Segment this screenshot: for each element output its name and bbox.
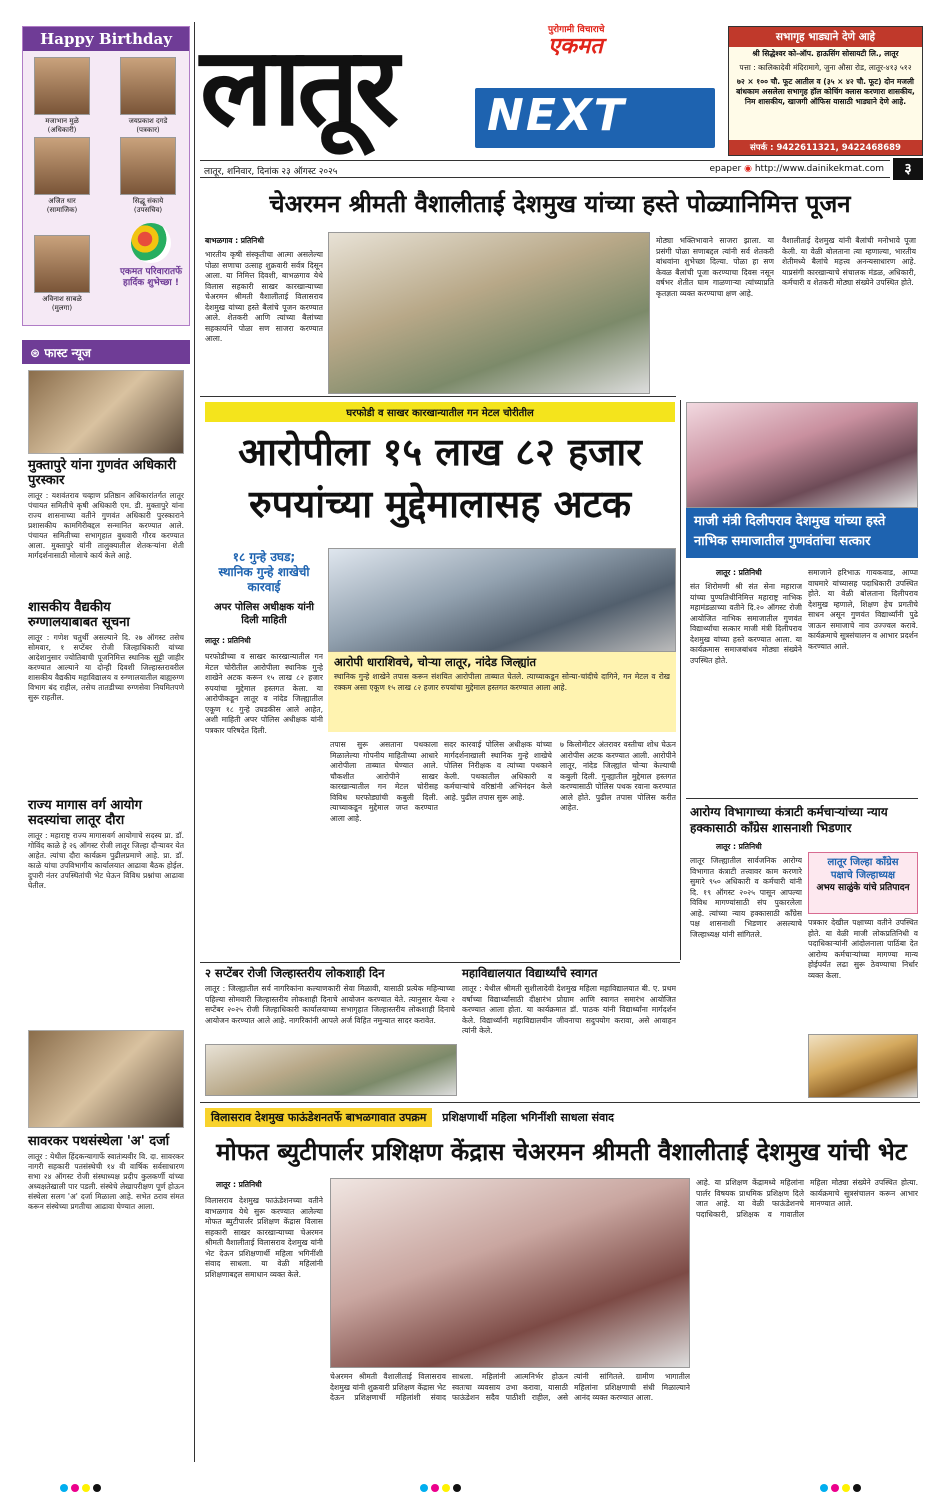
next-logo: NEXT [475,88,715,148]
person-name: जयप्रकाश दगडे [128,117,168,125]
story2-col: घरफोडीच्या व साखर कारखान्यातील गन मेटल चोरीतील आरोपीला स्थानिक गुन्हे शाखेने अटक करून १५ लाख ८२ हजार रुपयांचा मुद्देमाल हस्तगत केला. या आरोपीकडून लातूर व नांदेड जिल्ह्यातील एकूण १८ गुन्हे उघडकीस आले आहेत, अशी माहिती अपर पोलिस अधीक्षक यांनी पत्रकार परिषदेत दिली. [205,652,323,735]
person-photo [34,137,90,195]
person-photo [34,57,90,115]
story2-kicker: घरफोडी व साखर कारखान्यातील गन मेटल चोरीतील [205,402,675,422]
story2-subhead: १८ गुन्हे उघड; स्थानिक गुन्हे शाखेची कारवाई अपर पोलिस अधीक्षक यांनी दिली माहिती [213,550,314,626]
birthday-person [27,235,97,313]
story4-photo [808,1034,918,1098]
fast-news-item [28,458,184,619]
person-role: (उपसचिव) [133,206,163,214]
masthead-tagline: पुरोगामी विचाराचे [548,25,605,35]
ad-box [728,26,923,156]
story7-banner [205,1110,918,1130]
person-name: सिद्धू संकाये [132,197,164,205]
ad-org: श्री सिद्धेश्वर को-ऑप. हाऊसिंग सोसायटी लि., लातूर [752,49,899,58]
fast-news-item [28,1134,184,1452]
person-photo [34,235,90,293]
fast-news-item [28,798,184,1043]
story5-body: लातूर : जिल्ह्यातील सर्व नागरिकांना कल्याणकारी सेवा मिळावी, यासाठी प्रत्येक महिन्याच्या पहिल्या सोमवारी जिल्हास्तरीय लोकशाही दिनाचे आयोजन करण्यात येते. त्यानुसार येत्या २ सप्टेंबर २०२५ रोजी जिल्हाधिकारी कार्यालयाच्या सभागृहात जिल्हास्तरीय लोकशाही दिनाचे आयोजन करण्यात आले आहे. नागरिकांनी आपले अर्ज विहित नमुन्यात सादर करावेत. [205,984,455,1025]
story3-col: संत शिरोमणी श्री संत सेना महाराज यांच्या पुण्यतिथीनिमित्त महाराष्ट्र नाभिक महामंडळाच्या वतीने दि.२० ऑगस्ट रोजी आयोजित नाभिक समाजातील गुणवंत विद्यार्थ्यांचा सत्कार माजी मंत्री दिलीपराव देशमुख यांच्या हस्ते करण्यात आला. या कार्यक्रमास समाजबांधव मोठ्या संख्येने उपस्थित होते. [690,582,802,665]
fast-news-body: लातूर : येथील हिंदकन्यागार्फे स्वातंत्र्यवीर वि. दा. सावरकर नागरी सहकारी पतसंस्थेची १४ वी वार्षिक सर्वसाधारण सभा २४ ऑगस्ट रोजी संस्थाध्यक्ष प्रदीप कुलकर्णी यांच्या अध्यक्षतेखाली पार पडली. संस्थेचे लेखापरीक्षण पूर्ण होऊन संस्थेला सलग 'अ' दर्जा मिळाला आहे. सभेत ठराव संमत करून संस्थेच्या प्रगतीचा आढावा घेण्यात आला. [28,1152,184,1211]
news-photo [28,370,184,454]
story2-photo [328,548,676,652]
chevron-icon: ⊛ [30,346,45,360]
website-link[interactable]: http://www.dainikekmat.com [754,164,884,174]
person-name: अविनाश साबळे [42,295,82,303]
divider [200,1102,920,1103]
story7-banner-right: प्रशिक्षणार्थी महिला भगिनींशी साधला संवाद [442,1111,614,1124]
person-name: अजित धार [48,197,76,205]
fast-news-body: लातूर : यशवंतराव चव्हाण प्रतिष्ठान अधिकारांतर्गत लातूर पंचायत समितीचे कृषी अधिकारी एम. डी. मुक्तापुरे यांना राज्य शासनाच्या वतीने गुणवंत अधिकारी पुरस्काराने प्रशासकीय कामगिरीबद्दल सन्मानित करण्यात आले. पंचायत समितीच्या सभागृहात बुधवारी गौरव करण्यात आला. मुक्तापुरे यांनी तालुक्यातील शेतकऱ्यांना शेती मार्गदर्शनासाठी मोलाचे कार्य केले आहे. [28,491,184,560]
story4-col: लातूर जिल्ह्यातील सार्वजनिक आरोग्य विभागात कंत्राटी तत्त्वावर काम करणारे सुमारे ९५० अधिकारी व कर्मचारी यांनी दि. १९ ऑगस्ट २०२५ पासून आपल्या विविध मागण्यांसाठी संप पुकारलेला आहे. त्यांच्या न्याय हक्कासाठी काँग्रेस पक्ष शासनाशी भिडणार असल्याचे जिल्हाध्यक्ष यांनी सांगितले. [690,856,802,939]
news-photo [28,1030,184,1128]
person-role: (पत्रकार) [136,126,160,134]
fast-news-title: शासकीय वैद्यकीय रुग्णालयाबाबत सूचना [28,600,130,630]
story4-byline: लातूर : प्रतिनिधी [716,842,762,851]
person-role: (अधिकारी) [47,126,77,134]
story6-headline: महाविद्यालयात विद्यार्थ्यांचे स्वागत [462,966,598,980]
story2-col: ७ किलोमीटर अंतरावर वस्तीचा शोध घेऊन आरोपीस अटक करण्यात आली. आरोपीने लातूर, नांदेड जिल्ह्यांत चोऱ्या केल्याची कबुली दिली. गुन्ह्यातील मुद्देमाल हस्तगत करण्यासाठी पोलिस पथक रवाना करण्यात आले होते. पुढील तपास पोलिस करीत आहेत. [560,740,676,812]
story4-headline: आरोग्य विभागाच्या कंत्राटी कर्मचाऱ्यांच्या न्याय हक्कासाठी काँग्रेस शासनाशी भिडणार [690,805,888,835]
story6-body: लातूर : येथील श्रीमती सुशीलादेवी देशमुख महिला महाविद्यालयात बी. ए. प्रथम वर्षाच्या विद्यार्थ्यांसाठी दीक्षारंभ प्रोग्राम आणि स्वागत समारंभ आयोजित करण्यात आला होता. या कार्यक्रमात डॉ. पाठक यांनी विद्यार्थ्यांना मार्गदर्शन केले. विद्यार्थ्यांनी महाविद्यालयीन जीवनाचा सदुपयोग करावा, असे आवाहन त्यांनी केले. [462,984,676,1035]
story7-col: विलासराव देशमुख फाऊंडेशनच्या वतीने बाभळगाव येथे सुरू करण्यात आलेल्या मोफत ब्युटीपार्लर प्रशिक्षण केंद्रास विलास सहकारी साखर कारखान्याच्या चेअरमन श्रीमती वैशालीताई विलासराव देशमुख यांनी भेट देऊन प्रशिक्षणार्थी महिला भगिनींशी संवाद साधला. या वेळी महिलांनी प्रशिक्षणाबद्दल समाधान व्यक्त केले. [205,1196,323,1279]
story7-col: चेअरमन श्रीमती वैशालीताई विलासराव देशमुख यांनी शुक्रवारी प्रशिक्षण केंद्रास भेट देऊन प्रशिक्षणार्थी महिलांशी संवाद साधला. महिलांनी आत्मनिर्भर होऊन स्वतःचा व्यवसाय उभा करावा, यासाठी फाऊंडेशन सदैव पाठीशी राहील, असे त्यांनी सांगितले. ग्रामीण भागातील महिलांना प्रशिक्षणाची संधी मिळाल्याने आनंद व्यक्त करण्यात आला. [330,1372,690,1402]
story2-photo-caption: आरोपी धाराशिवचे, चोऱ्या लातूर, नांदेड जिल्ह्यांत [334,655,537,669]
story1-col: वैशालीताई देशमुख यांनी बैलांची मनोभावे पूजा केली. या वेळी बोलताना त्या म्हणाल्या, भारतीय शेतीमध्ये बैलांचे महत्त्व अनन्यसाधारण आहे. याप्रसंगी कारखान्याचे संचालक मंडळ, अधिकारी, कर्मचारी व शेतकरी मोठ्या संख्येने उपस्थित होते. [782,236,916,287]
fast-news-title: सावरकर पथसंस्थेला 'अ' दर्जा [28,1134,170,1149]
fast-news-item [28,600,184,793]
birthday-box [22,26,190,326]
birthday-person [113,137,183,215]
brand-logo: एकमत [548,33,603,59]
epaper-label: epaper [709,164,742,174]
story1-col: मोठ्या भक्तिभावाने साजरा झाला. या प्रसंगी पोळा सणाबद्दल त्यांनी सर्व शेतकरी बांधवांना शुभेच्छा दिल्या. पोळा हा सण केवळ बैलांची पूजा करण्याचा दिवस नसून वर्षभर शेतीत घाम गाळणाऱ्या त्यांच्याप्रति कृतज्ञता व्यक्त करण्याचा क्षण आहे. [656,236,774,298]
story7-headline: मोफत ब्युटीपार्लर प्रशिक्षण केंद्रास चेअरमन श्रीमती वैशालीताई देशमुख यांची भेट [216,1138,907,1166]
story7-photo [330,1178,690,1368]
ad-address: पत्ता : कालिकादेवी मंदिरामागे, जुना औसा रोड, लातूर-४१३ ५१२ [739,63,912,72]
story2-headline-2: रुपयांच्या मुद्देमालासह अटक [248,482,632,526]
column-divider [680,400,681,960]
person-role: (मुलगा) [51,304,73,312]
birthday-wish: एकमत परिवारातर्फे हार्दिक शुभेच्छा ! [115,223,187,289]
story1-headline: चेअरमन श्रीमती वैशालीताई देशमुख यांच्या हस्ते पोळ्यानिमित्त पूजन [269,190,851,218]
story2-col: सदर कारवाई पोलिस अधीक्षक यांच्या मार्गदर्शनाखाली स्थानिक गुन्हे शाखेचे पोलिस निरीक्षक व त्यांच्या पथकाने केली. पथकातील अधिकारी व कर्मचाऱ्यांचे वरिष्ठांनी अभिनंदन केले आहे. पुढील तपास सुरू आहे. [444,740,552,802]
registration-marks [60,1477,104,1487]
story2-photo-box [328,652,676,732]
story5-headline: २ सप्टेंबर रोजी जिल्हास्तरीय लोकशाही दिन [205,966,385,980]
story4-box: लातूर जिल्हा काँग्रेस पक्षाचे जिल्हाध्यक्ष अभय साळुंके यांचे प्रतिपादन [808,852,918,914]
birthday-person [27,57,97,135]
birthday-header: Happy Birthday [23,27,189,51]
divider [686,798,918,799]
story5-photo [205,1044,457,1096]
column-divider [194,22,195,1462]
person-role: (सामाजिक) [46,206,78,214]
divider [200,962,680,963]
fast-news-header: ⊛ फास्ट न्यूज [22,340,190,364]
divider [200,396,676,397]
story2-photo-text: स्थानिक गुन्हे शाखेने तपास करून संशयित आरोपीला ताब्यात घेतले. त्याच्याकडून सोन्या-चांदीचे दागिने, गन मेटल व रोख रक्कम असा एकूण १५ लाख ८२ हजार रुपयांचा मुद्देमाल हस्तगत करण्यात आला आहे. [334,672,670,692]
date-text: लातूर, शनिवार, दिनांक २३ ऑगस्ट २०२५ [204,167,338,177]
flowers-icon [131,223,171,263]
person-photo [120,137,176,195]
registration-marks [420,1477,464,1487]
story7-byline: लातूर : प्रतिनिधी [216,1180,262,1189]
globe-icon: ◉ [744,164,752,174]
fast-news-title: मुक्तापुरे यांना गुणवंत अधिकारी पुरस्कार [28,458,176,488]
fast-news-body: लातूर : महाराष्ट्र राज्य मागासवर्ग आयोगाचे सदस्य प्रा. डॉ. गोविंद काळे हे २६ ऑगस्ट रोजी लातूर जिल्हा दौऱ्यावर येत आहेत. त्यांचा दौरा कार्यक्रम पुढीलप्रमाणे आहे. प्रा. डॉ. काळे यांचा उपविभागीय कार्यालयात आढावा बैठक होईल. दुपारी नंतर उपस्थितांची भेट घेऊन विविध प्रश्नांचा आढावा घेतील. [28,831,184,890]
story3-byline: लातूर : प्रतिनिधी [716,568,762,577]
birthday-person [27,137,97,215]
story2-byline: लातूर : प्रतिनिधी [205,636,251,645]
story3-photo [686,402,918,508]
registration-marks [820,1477,864,1487]
story1-photo [328,232,650,394]
fast-news-body: लातूर : गणेश चतुर्थी असल्याने दि. २७ ऑगस्ट तसेच सोमवार, १ सप्टेंबर रोजी जिल्हाधिकारी यांच्या आदेशानुसार ज्योतिबाची पूजनिमित्त स्थानिक सुट्टी जाहीर करण्यात आल्याने या दोन्ही दिवशी जिल्हास्तरावरील शासकीय वैद्यकीय महाविद्यालय व रुग्णालयातील बाह्यरुग्ण विभाग बंद राहील, तसेच तातडीच्या रुग्णसेवा नियमितपणे सुरू राहतील. [28,633,184,702]
person-photo [120,57,176,115]
ad-details: ७२ × १०० चौ. फूट आतील व (३५ × ४२ चौ. फूट) दोन मजली बांधकाम असलेला सभागृह हॉल कोचिंग क्लास करणारा शासकीय, निम शासकीय, खाजगी ऑफिस यासाठी भाड्याने देणे आहे. [736,77,915,106]
person-name: मजाभान मुळे [45,117,79,125]
story3-col: समाजाने हरिभाऊ गायकवाड, आप्पा वाघमारे यांच्यासह पदाधिकारी उपस्थित होते. या वेळी बोलताना दिलीपराव देशमुख म्हणाले, शिक्षण हेच प्रगतीचे साधन असून गुणवंत विद्यार्थ्यांनी पुढे जाऊन समाजाचे नाव उज्ज्वल करावे. कार्यक्रमाचे सूत्रसंचालन व आभार प्रदर्शन करण्यात आले. [808,568,918,651]
ad-contact: संपर्क : 9422611321, 9422468689 [729,140,922,155]
story2-col: तपास सुरू असताना पथकाला मिळालेल्या गोपनीय माहितीच्या आधारे आरोपीला ताब्यात घेण्यात आले. चौकशीत आरोपीने साखर कारखान्यातील गन मेटल चोरीसह विविध घरफोड्यांची कबुली दिली. त्याच्याकडून मुद्देमाल जप्त करण्यात आला आहे. [330,740,438,823]
masthead-title: लातूर [200,24,395,150]
story7-col: आहे. या प्रशिक्षण केंद्रामध्ये महिलांना पार्लर विषयक प्राथमिक प्रशिक्षण दिले जात आहे. या वेळी फाऊंडेशनचे पदाधिकारी, प्रशिक्षक व गावातील महिला मोठ्या संख्येने उपस्थित होत्या. कार्यक्रमाचे सूत्रसंचालन करून आभार मानण्यात आले. [696,1178,918,1219]
dateline [200,160,890,178]
story3-caption: माजी मंत्री दिलीपराव देशमुख यांच्या हस्ते नाभिक समाजातील गुणवंतांचा सत्कार [686,508,918,558]
fast-news-title: राज्य मागास वर्ग आयोग सदस्यांचा लातूर दौरा [28,798,142,828]
story4-col: पत्रकार देखील पक्षाच्या वतीने उपस्थित होते. या वेळी माजी लोकप्रतिनिधी व पदाधिकाऱ्यांनी आंदोलनाला पाठिंबा देत आरोग्य कर्मचाऱ्यांच्या मागण्या मान्य होईपर्यंत लढा सुरू ठेवण्याचा निर्धार व्यक्त केला. [808,918,918,980]
birthday-person [113,57,183,135]
story1-byline: बाभळगाव : प्रतिनिधी [205,236,264,245]
ad-header: सभागृह भाड्याने देणे आहे [729,27,922,47]
story2-headline-1: आरोपीला १५ लाख ८२ हजार [238,430,642,474]
page-number: ३ [893,158,923,180]
story7-banner-left: विलासराव देशमुख फाऊंडेशनतर्फे बाभळगावात उपक्रम [205,1108,432,1127]
story1-col: भारतीय कृषी संस्कृतीचा आत्मा असलेल्या पोळा सणाचा उत्साह शुक्रवारी सर्वत्र दिसून आला. या निमित्त दिवशी, बाभळगाव येथे विलास सहकारी साखर कारखान्याच्या चेअरमन श्रीमती वैशालीताई विलासराव देशमुख यांच्या हस्ते बैलांचे पूजन करण्यात आले. शेतकरी आणि त्यांच्या बैलांच्या सहकार्याने पोळा सण साजरा करण्यात आला. [205,250,323,343]
